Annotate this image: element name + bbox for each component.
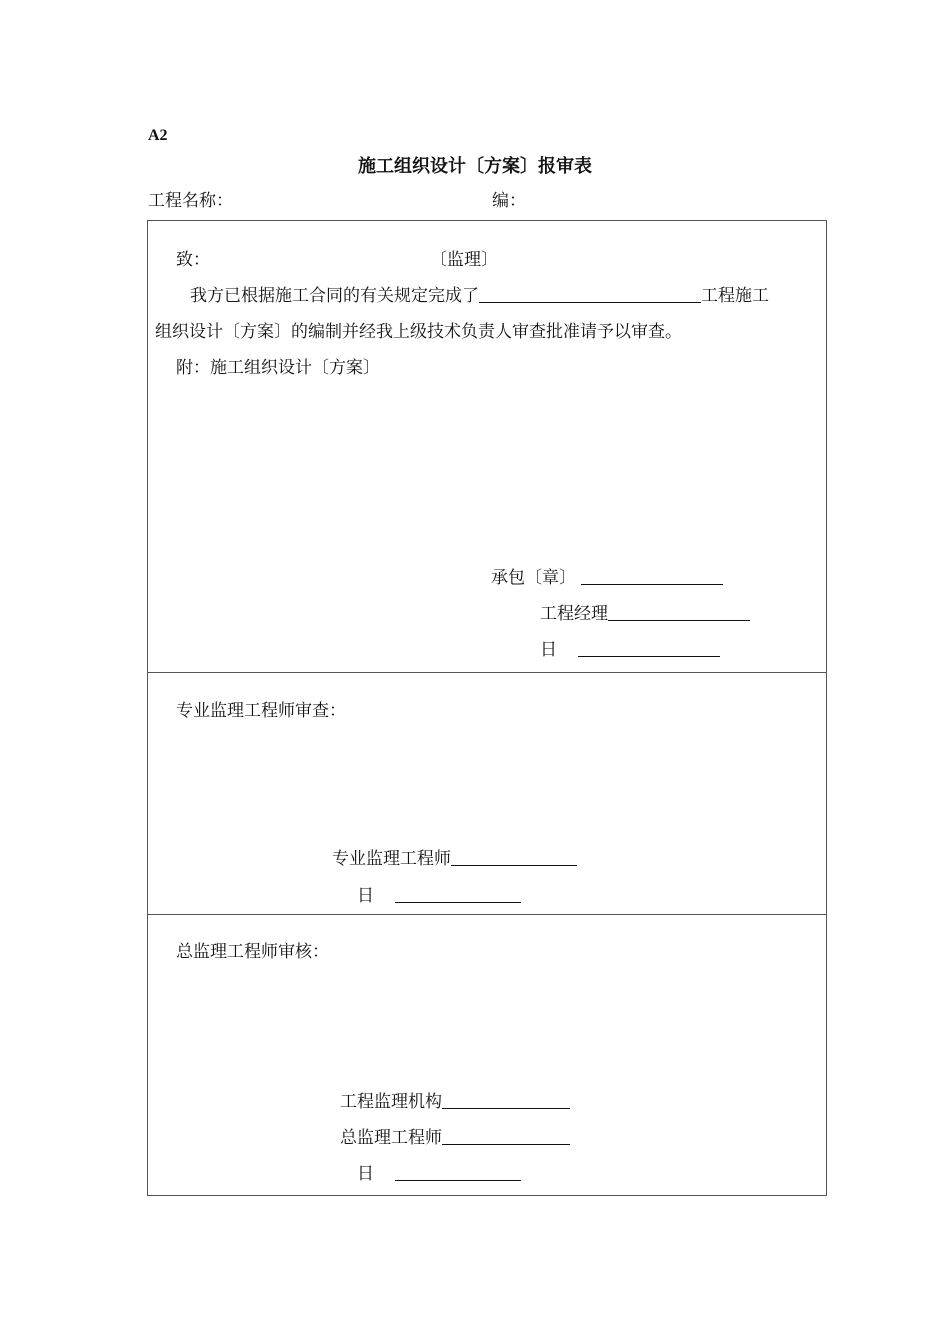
contractor-signature-blank[interactable] <box>581 567 723 585</box>
body-line-2: 组织设计〔方案〕的编制并经我上级技术负责人审查批准请予以审查。 <box>155 322 682 342</box>
date-line-3 <box>357 1163 521 1185</box>
pm-signature-blank[interactable] <box>608 603 750 621</box>
attachment-line: 附：施工组织设计〔方案〕 <box>176 358 380 378</box>
page-title: 施工组织设计〔方案〕报审表 <box>358 156 592 177</box>
to-label: 致： <box>176 250 210 270</box>
specialist-signature-blank[interactable] <box>451 848 577 866</box>
date-line-1 <box>540 639 720 661</box>
chief-signature-line <box>340 1127 570 1149</box>
chief-engineer-label: 总监理工程师 <box>340 1128 442 1148</box>
project-blank-line[interactable] <box>479 285 701 303</box>
org-signature-blank[interactable] <box>442 1091 570 1109</box>
project-name-label: 工程名称： <box>148 191 233 211</box>
number-label: 编： <box>492 191 526 211</box>
form-code: A2 <box>148 127 168 144</box>
specialist-signature-line <box>332 848 577 870</box>
pm-signature-line <box>540 603 750 625</box>
date-blank-3[interactable] <box>395 1163 521 1181</box>
contractor-label: 承包〔章〕 <box>491 568 576 588</box>
date-line-2 <box>357 885 521 907</box>
org-label: 工程监理机构 <box>340 1092 442 1112</box>
chief-signature-blank[interactable] <box>442 1127 570 1145</box>
date-blank-1[interactable] <box>578 639 720 657</box>
date-label-1: 日 <box>540 640 557 660</box>
body-line-1 <box>190 285 769 307</box>
date-label-3: 日 <box>357 1164 374 1184</box>
body-text-part1: 我方已根据施工合同的有关规定完成了 <box>190 286 479 306</box>
body-text-part2: 工程施工 <box>701 286 769 306</box>
contractor-signature-line <box>491 567 723 589</box>
date-label-2: 日 <box>357 886 374 906</box>
chief-review-heading: 总监理工程师审核： <box>176 942 329 962</box>
org-signature-line <box>340 1091 570 1113</box>
supervisor-label: 〔监理〕 <box>430 250 498 270</box>
specialist-engineer-label: 专业监理工程师 <box>332 849 451 869</box>
pm-label: 工程经理 <box>540 604 608 624</box>
date-blank-2[interactable] <box>395 885 521 903</box>
specialist-review-heading: 专业监理工程师审查： <box>176 701 346 721</box>
